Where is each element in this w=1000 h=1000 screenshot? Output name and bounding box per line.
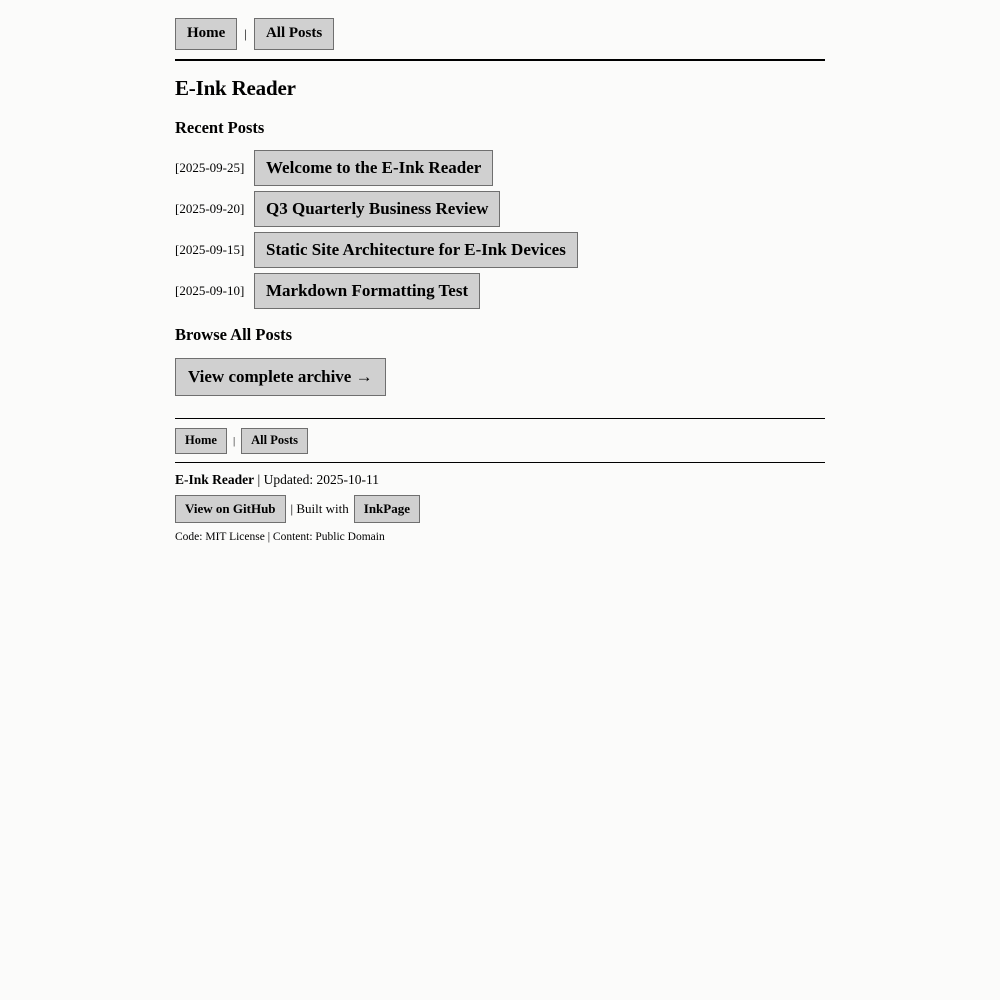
archive-link-wrapper — [175, 358, 825, 396]
post-date: [2025-09-20] — [175, 201, 245, 216]
footer-navigation — [175, 419, 825, 462]
list-item — [175, 151, 825, 185]
footer-link-line — [175, 495, 825, 523]
generator-link-button[interactable]: InkPage — [354, 495, 420, 523]
view-archive-button[interactable]: View complete archive → — [175, 358, 386, 396]
footer-nav-item-home[interactable]: Home — [175, 428, 227, 454]
nav-item-all-posts[interactable]: All Posts — [254, 18, 334, 50]
footer-divider-bottom — [175, 462, 825, 463]
footer-updated-text: | Updated: 2025-10-11 — [257, 471, 379, 487]
post-date: [2025-09-25] — [175, 160, 245, 175]
nav-item-home[interactable]: Home — [175, 18, 237, 50]
footer-nav-separator: | — [232, 434, 236, 447]
page-container — [0, 0, 825, 543]
post-date: [2025-09-15] — [175, 242, 245, 257]
list-item — [175, 274, 825, 308]
post-link[interactable]: Markdown Formatting Test — [254, 273, 480, 309]
post-link[interactable]: Q3 Quarterly Business Review — [254, 191, 500, 227]
footer-license-text: Code: MIT License | Content: Public Domain — [175, 530, 385, 543]
top-navigation — [175, 18, 825, 59]
browse-all-posts-heading: Browse All Posts — [175, 325, 293, 344]
header-divider — [175, 59, 825, 61]
recent-posts-heading: Recent Posts — [175, 118, 265, 137]
view-on-github-button[interactable]: View on GitHub — [175, 495, 286, 523]
list-item — [175, 192, 825, 226]
recent-posts-list — [175, 151, 825, 308]
footer-nav-item-all-posts[interactable]: All Posts — [241, 428, 308, 454]
page-title: E-Ink Reader — [175, 76, 296, 100]
built-with-text: | Built with — [290, 500, 349, 516]
post-date: [2025-09-10] — [175, 283, 245, 298]
post-link[interactable]: Welcome to the E-Ink Reader — [254, 150, 493, 186]
footer-meta-line — [175, 472, 825, 488]
footer-site-name: E-Ink Reader — [175, 471, 255, 487]
nav-separator: | — [244, 26, 247, 41]
list-item — [175, 233, 825, 267]
post-link[interactable]: Static Site Architecture for E-Ink Devices — [254, 232, 578, 268]
